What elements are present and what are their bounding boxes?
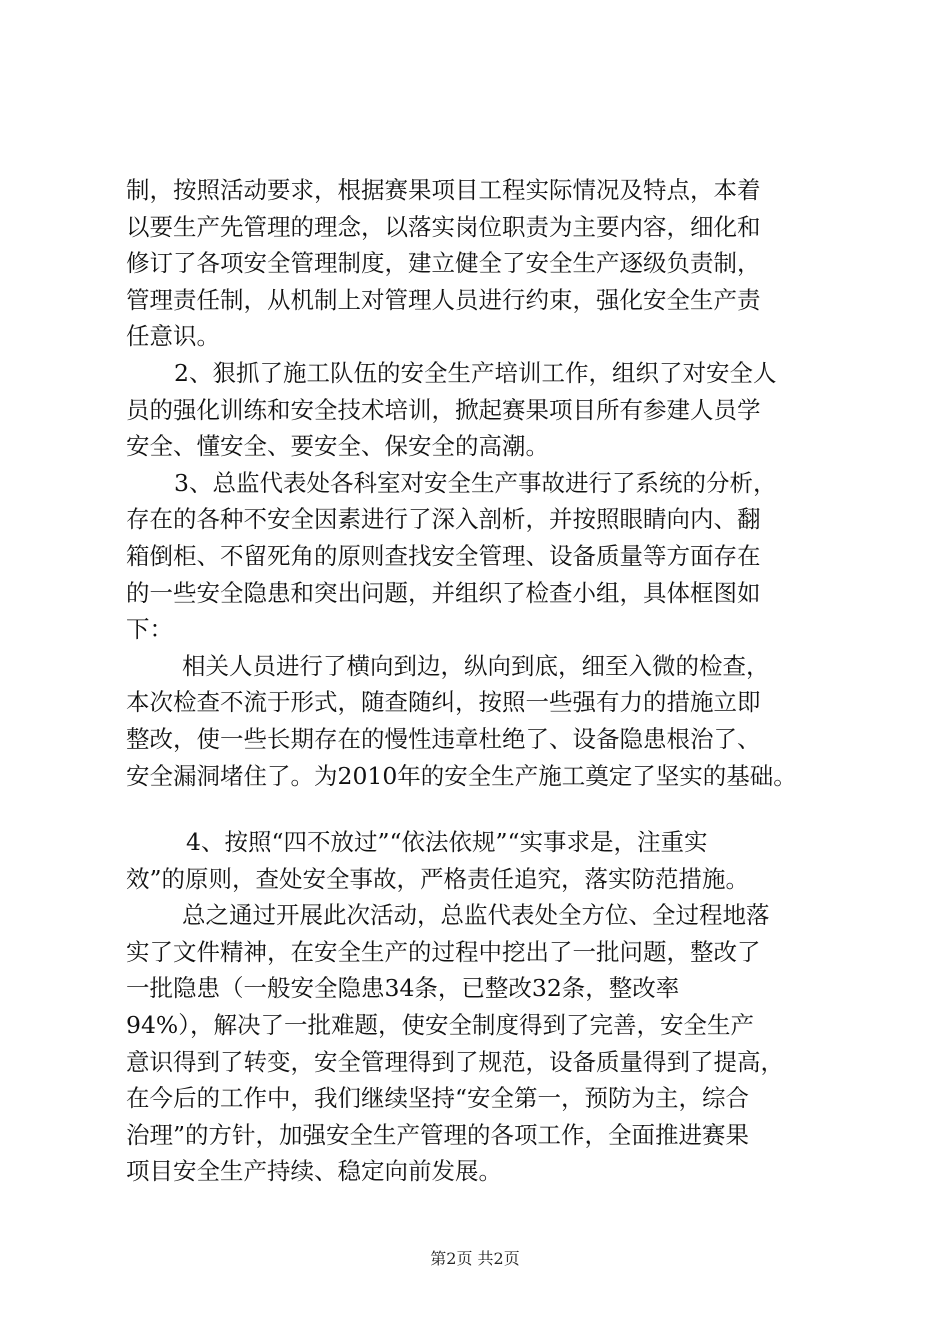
text-line: 安全漏洞堵住了。为2010年的安全生产施工奠定了坚实的基础。: [126, 761, 797, 790]
document-body: [126, 172, 846, 1190]
text-line: 一批隐患（一般安全隐患34条，已整改32条，整改率: [126, 974, 680, 1003]
paragraph-spacer: [126, 794, 846, 824]
text-line: 本次检查不流于形式，随查随纠，按照一些强有力的措施立即: [126, 688, 761, 717]
text-line: 3、总监代表处各科室对安全生产事故进行了系统的分析，: [174, 468, 777, 497]
text-line: 修订了各项安全管理制度，建立健全了安全生产逐级负责制，: [126, 249, 761, 278]
text-line: 2、狠抓了施工队伍的安全生产培训工作，组织了对安全人: [174, 358, 777, 387]
text-line: 相关人员进行了横向到边，纵向到底，细至入微的检查，: [182, 651, 770, 680]
paragraph-5: [126, 824, 846, 897]
page-footer: [0, 1246, 950, 1269]
text-line: 的一些安全隐患和突出问题，并组织了检查小组，具体框图如: [126, 578, 761, 607]
text-line: 项目安全生产持续、稳定向前发展。: [126, 1157, 502, 1186]
paragraph-3: [126, 465, 846, 648]
text-line: 存在的各种不安全因素进行了深入剖析，并按照眼睛向内、翻: [126, 505, 761, 534]
text-line: 员的强化训练和安全技术培训，掀起赛果项目所有参建人员学: [126, 395, 761, 424]
text-line: 箱倒柜、不留死角的原则查找安全管理、设备质量等方面存在: [126, 541, 761, 570]
text-line: 94%），解决了一批难题，使安全制度得到了完善，安全生产: [126, 1011, 754, 1040]
text-line: 下：: [126, 615, 173, 644]
text-line: 整改，使一些长期存在的慢性违章杜绝了、设备隐患根治了、: [126, 724, 761, 753]
text-line: 安全、懂安全、要安全、保安全的高潮。: [126, 432, 549, 461]
paragraph-2: [126, 355, 846, 465]
paragraph-1: [126, 172, 846, 355]
text-line: 效”的原则，查处安全事故，严格责任追究，落实防范措施。: [126, 864, 750, 893]
text-line: 管理责任制，从机制上对管理人员进行约束，强化安全生产责: [126, 285, 761, 314]
text-line: 实了文件精神，在安全生产的过程中挖出了一批问题，整改了: [126, 937, 761, 966]
text-line: 在今后的工作中，我们继续坚持“安全第一，预防为主，综合: [126, 1084, 750, 1113]
text-line: 4、按照“四不放过”“依法依规”“实事求是，注重实: [186, 828, 708, 857]
paragraph-4: [126, 648, 846, 794]
page-number: 第2页 共2页: [430, 1249, 520, 1268]
text-line: 以要生产先管理的理念，以落实岗位职责为主要内容，细化和: [126, 212, 761, 241]
text-line: 总之通过开展此次活动，总监代表处全方位、全过程地落: [182, 901, 770, 930]
text-line: 制，按照活动要求，根据赛果项目工程实际情况及特点，本着: [126, 176, 761, 204]
text-line: 任意识。: [126, 322, 220, 351]
text-line: 意识得到了转变，安全管理得到了规范，设备质量得到了提高，: [126, 1047, 784, 1076]
paragraph-6: [126, 897, 846, 1190]
text-line: 治理”的方针，加强安全生产管理的各项工作，全面推进赛果: [126, 1120, 750, 1149]
